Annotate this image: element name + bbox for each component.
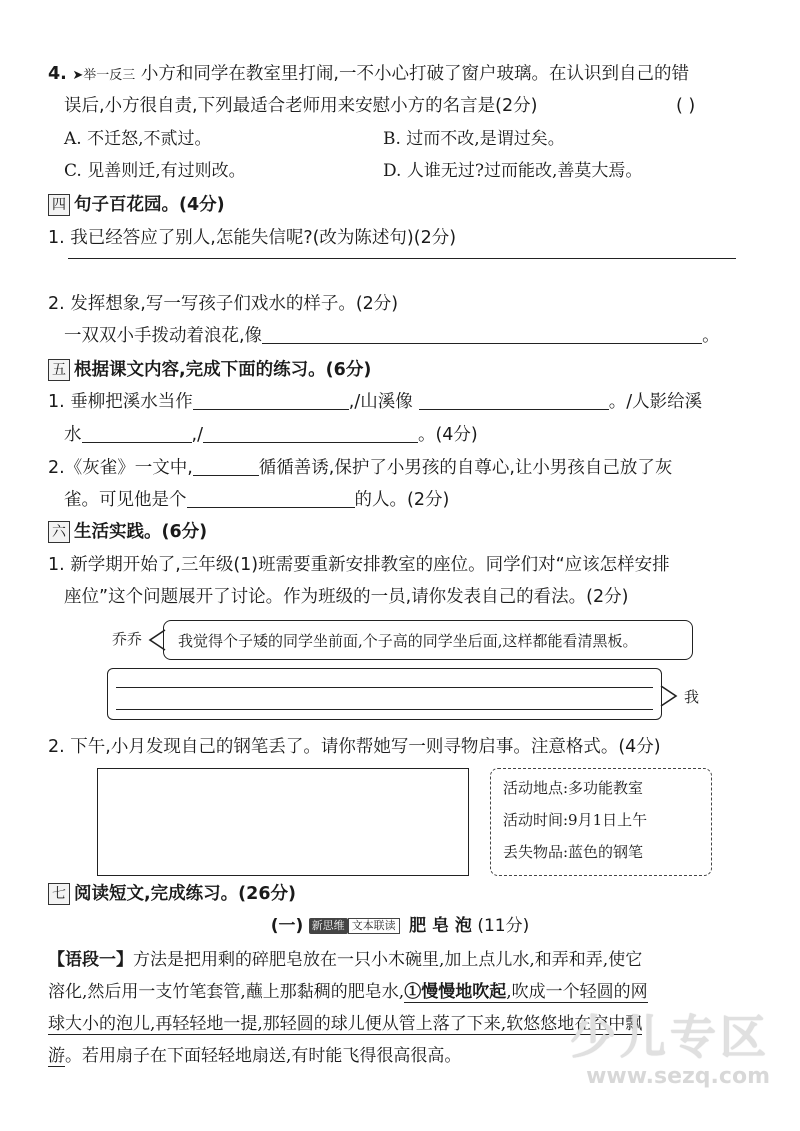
q4-option-a[interactable]: A. 不迁怒,不贰过。: [64, 129, 212, 149]
info-lost-item: 丢失物品:蓝色的钢笔: [503, 843, 644, 861]
my-opinion-line1[interactable]: [116, 687, 653, 688]
sec5-q2-b: 循循善诱,保护了小男孩的自尊心,让小男孩自己放了灰: [258, 458, 673, 478]
sec6-heading: [48, 520, 760, 544]
sec4-title: 句子百花园。(4分): [74, 195, 225, 215]
sec4-heading: [48, 193, 760, 217]
sec6-q1-line1: 1. 新学期开始了,三年级(1)班需要重新安排教室的座位。同学们对“应该怎样安排: [48, 555, 670, 575]
sec4-q2: 2. 发挥想象,写一写孩子们戏水的样子。(2分): [48, 294, 399, 314]
sec5-q1-e: ,/: [191, 425, 203, 445]
q4-stem-text1: 小方和同学在教室里打闹,一不小心打破了窗户玻璃。在认识到自己的错: [140, 64, 689, 84]
info-card: [490, 768, 712, 876]
sec5-number-box: 五: [48, 359, 70, 381]
passage-line1-text: 方法是把用剩的碎肥皂放在一只小木碗里,加上点儿水,和弄和弄,使它: [133, 950, 643, 970]
sec4-q1: 1. 我已经答应了别人,怎能失信呢?(改为陈述句)(2分): [48, 228, 457, 248]
sec4-q1-answer-line[interactable]: [68, 258, 736, 259]
sec7-tag-text-link: 文本联读: [348, 918, 400, 934]
passage-label: 【语段一】: [48, 950, 133, 970]
sec5-q2-row1: [48, 456, 760, 480]
sec4-q2-answer-line[interactable]: [262, 325, 702, 344]
sec5-q1-blank1[interactable]: [193, 391, 349, 410]
q4-number: 4.: [48, 64, 67, 84]
sec6-q2: 2. 下午,小月发现自己的钢笔丢了。请你帮她写一则寻物启事。注意格式。(4分): [48, 737, 661, 757]
my-opinion-line2[interactable]: [116, 709, 653, 710]
watermark-logo-text: 少儿专区: [570, 1010, 770, 1064]
sec5-q1-blank3[interactable]: [82, 424, 192, 443]
sec5-heading: [48, 358, 760, 382]
sec6-number-box: 六: [48, 521, 70, 543]
sec7-title: 阅读短文,完成练习。(26分): [74, 884, 296, 904]
sec5-q1-a: 1. 垂柳把溪水当作: [48, 392, 193, 412]
sec4-q2-fill-row: [64, 324, 760, 348]
sec7-subheading: [0, 914, 800, 938]
passage-marked-phrase: ①慢慢地吹起: [404, 982, 507, 1002]
q4-tag: ➤举一反三: [72, 68, 136, 83]
sec5-q1-b: ,/山溪像: [348, 392, 413, 412]
sec5-q1-d: 水: [64, 425, 82, 445]
q4-answer-paren[interactable]: ( ): [676, 96, 696, 116]
sec5-q1-row1: [48, 390, 760, 414]
q4-stem-line2: [64, 94, 760, 118]
sec5-q2-a: 2.《灰雀》一文中,: [48, 458, 193, 478]
sec6-q1-line2: 座位”这个问题展开了讨论。作为班级的一员,请你发表自己的看法。(2分): [64, 587, 629, 607]
sec5-q1-c: 。/人影给溪: [608, 392, 703, 412]
speech-qiaoqiao-text: 我觉得个子矮的同学坐前面,个子高的同学坐后面,这样都能看清黑板。: [178, 632, 638, 650]
sec7-sub-score: (11分): [477, 916, 530, 936]
watermark: [570, 1010, 770, 1090]
sec6-title: 生活实践。(6分): [74, 522, 208, 542]
sec7-sub-title: 肥 皂 泡: [409, 916, 472, 936]
info-time: 活动时间:9月1日上午: [503, 811, 648, 829]
sec4-q2-suffix: 。: [702, 326, 720, 346]
my-opinion-box[interactable]: [107, 668, 662, 720]
sec7-tag-new-thinking: 新思维: [309, 918, 348, 934]
sec4-number-box: 四: [48, 194, 70, 216]
sec5-q1-row2: [64, 423, 760, 447]
sec4-q2-prefix: 一双双小手拨动着浪花,像: [64, 326, 263, 346]
lost-item-notice-box[interactable]: [97, 768, 469, 876]
watermark-url: www.sezq.com: [586, 1064, 770, 1089]
passage-line2: [48, 980, 760, 1004]
passage-line2-c: ,吹成一个轻圆的网: [506, 982, 648, 1002]
q4-stem-line1: [48, 62, 760, 88]
passage-line3-text: 球大小的泡儿,再轻轻地一提,那轻圆的球儿便从管上落了下来,软悠悠地在空中飘: [48, 1014, 643, 1034]
q4-option-d[interactable]: D. 人谁无过?过而能改,善莫大焉。: [383, 161, 643, 181]
sec5-q1-blank2[interactable]: [419, 391, 609, 410]
sec5-q2-row2: [64, 488, 760, 512]
sec5-q2-d: 的人。(2分): [354, 490, 450, 510]
passage-line2-a: 溶化,然后用一支竹笔套管,蘸上那黏稠的肥皂水,: [48, 982, 405, 1002]
passage-line4-a: 游: [48, 1046, 65, 1066]
q4-option-c[interactable]: C. 见善则迁,有过则改。: [64, 161, 246, 181]
passage-line1: [48, 948, 760, 972]
speech-bubble-qiaoqiao: [163, 620, 693, 660]
speech-bubble-tail-right: [660, 684, 678, 708]
sec5-q2-c: 雀。可见他是个: [64, 490, 187, 510]
sec5-q2-blank2[interactable]: [187, 489, 355, 508]
sec5-title: 根据课文内容,完成下面的练习。(6分): [74, 360, 372, 380]
speaker-qiaoqiao: 乔乔: [112, 630, 143, 648]
sec7-number-box: 七: [48, 883, 70, 905]
info-location: 活动地点:多功能教室: [503, 779, 644, 797]
sec5-q2-blank1[interactable]: [193, 457, 259, 476]
sec5-q1-f: 。(4分): [417, 425, 478, 445]
sec7-sub-num: (一): [270, 916, 304, 936]
speaker-me: 我: [684, 688, 700, 706]
q4-stem-text2: 误后,小方很自责,下列最适合老师用来安慰小方的名言是(2分): [64, 96, 538, 116]
sec7-heading: [48, 882, 760, 906]
sec5-q1-blank4[interactable]: [203, 424, 418, 443]
passage-line4-b: 。若用扇子在下面轻轻地扇送,有时能飞得很高很高。: [65, 1046, 462, 1066]
q4-option-b[interactable]: B. 过而不改,是谓过矣。: [383, 129, 565, 149]
